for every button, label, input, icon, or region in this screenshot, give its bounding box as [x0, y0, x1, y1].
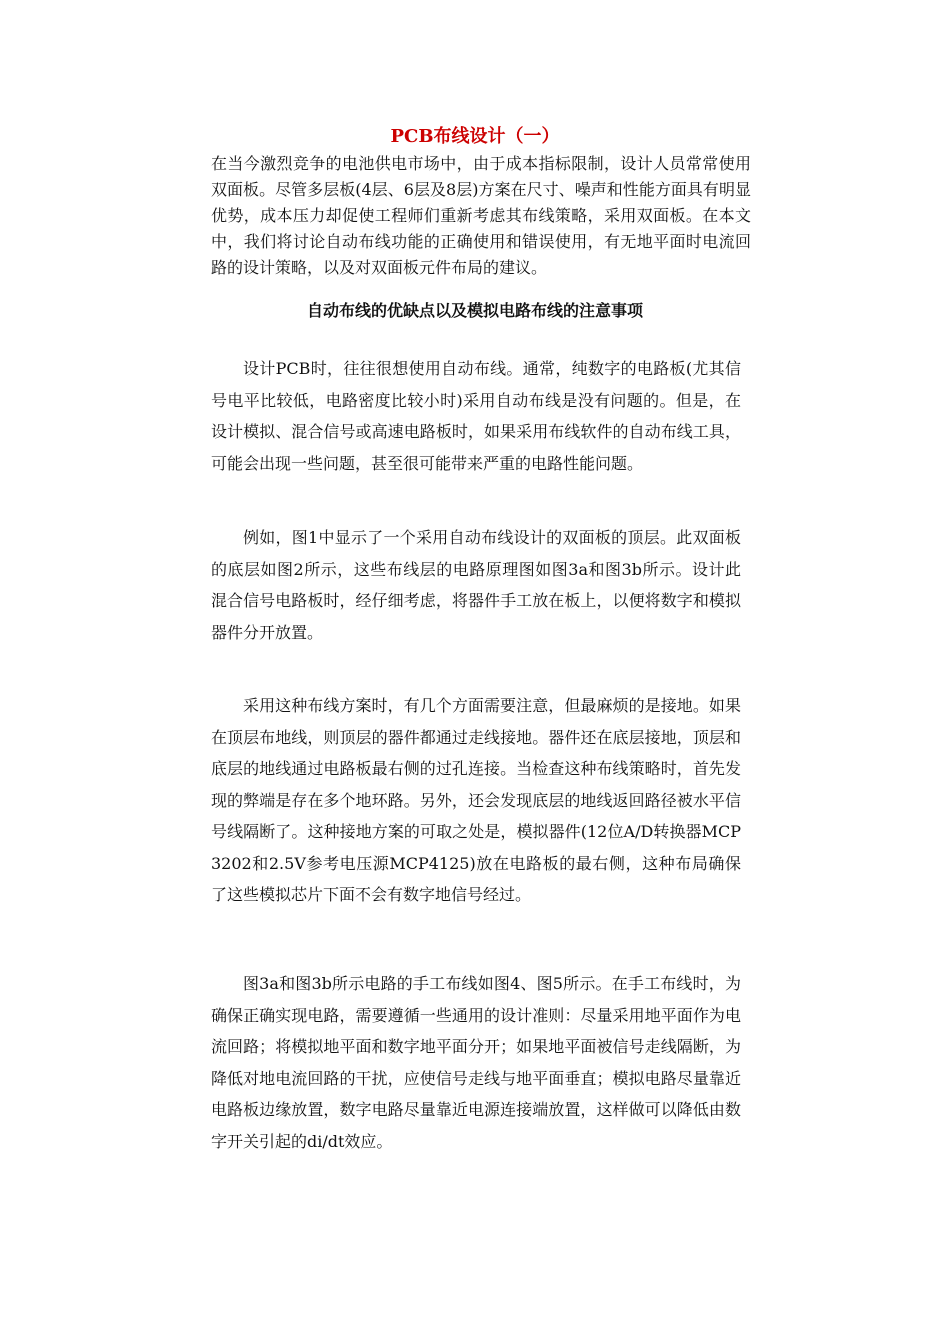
intro-paragraph: 在当今激烈竞争的电池供电市场中，由于成本指标限制，设计人员常常使用双面板。尽管多层板(4层、6层及8层)方案在尺寸、噪声和性能方面具有明显优势，成本压力却促使工程师们重新考虑其布线策略，采用双面板。在本文中，我们将讨论自动布线功能的正确使用和错误使用，有无地平面时电流回路的设计策略，以及对双面板元件布局的建议。 [211, 154, 751, 277]
body-paragraph-1: 设计PCB时，往往很想使用自动布线。通常，纯数字的电路板(尤其信号电平比较低，电路密度比较小时)采用自动布线是没有问题的。但是，在设计模拟、混合信号或高速电路板时，如果采用布线软件的自动布线工具，可能会出现一些问题，甚至很可能带来严重的电路性能问题。 [211, 359, 741, 473]
document-title: PCB布线设计（一） [390, 126, 560, 147]
body-paragraph-3: 采用这种布线方案时，有几个方面需要注意，但最麻烦的是接地。如果在顶层布地线，则顶层的器件都通过走线接地。器件还在底层接地，顶层和底层的地线通过电路板最右侧的过孔连接。当检查这种布线策略时，首先发现的弊端是存在多个地环路。另外，还会发现底层的地线返回路径被水平信号线隔断了。这种接地方案的可取之处是，模拟器件(12位A/D转换器MCP3202和2.5V参考电压源MCP4125)放在电路板的最右侧，这种布局确保了这些模拟芯片下面不会有数字地信号经过。 [211, 696, 741, 904]
section-heading: 自动布线的优缺点以及模拟电路布线的注意事项 [306, 301, 643, 320]
body-paragraph-4: 图3a和图3b所示电路的手工布线如图4、图5所示。在手工布线时，为确保正确实现电路，需要遵循一些通用的设计准则：尽量采用地平面作为电流回路；将模拟地平面和数字地平面分开；如果地平面被信号走线隔断，为降低对地电流回路的干扰，应使信号走线与地平面垂直；模拟电路尽量靠近电路板边缘放置，数字电路尽量靠近电源连接端放置，这样做可以降低由数字开关引起的di/dt效应。 [211, 974, 741, 1151]
body-paragraph-2: 例如，图1中显示了一个采用自动布线设计的双面板的顶层。此双面板的底层如图2所示，这些布线层的电路原理图如图3a和图3b所示。设计此混合信号电路板时，经仔细考虑，将器件手工放在板上，以便将数字和模拟器件分开放置。 [211, 528, 741, 642]
